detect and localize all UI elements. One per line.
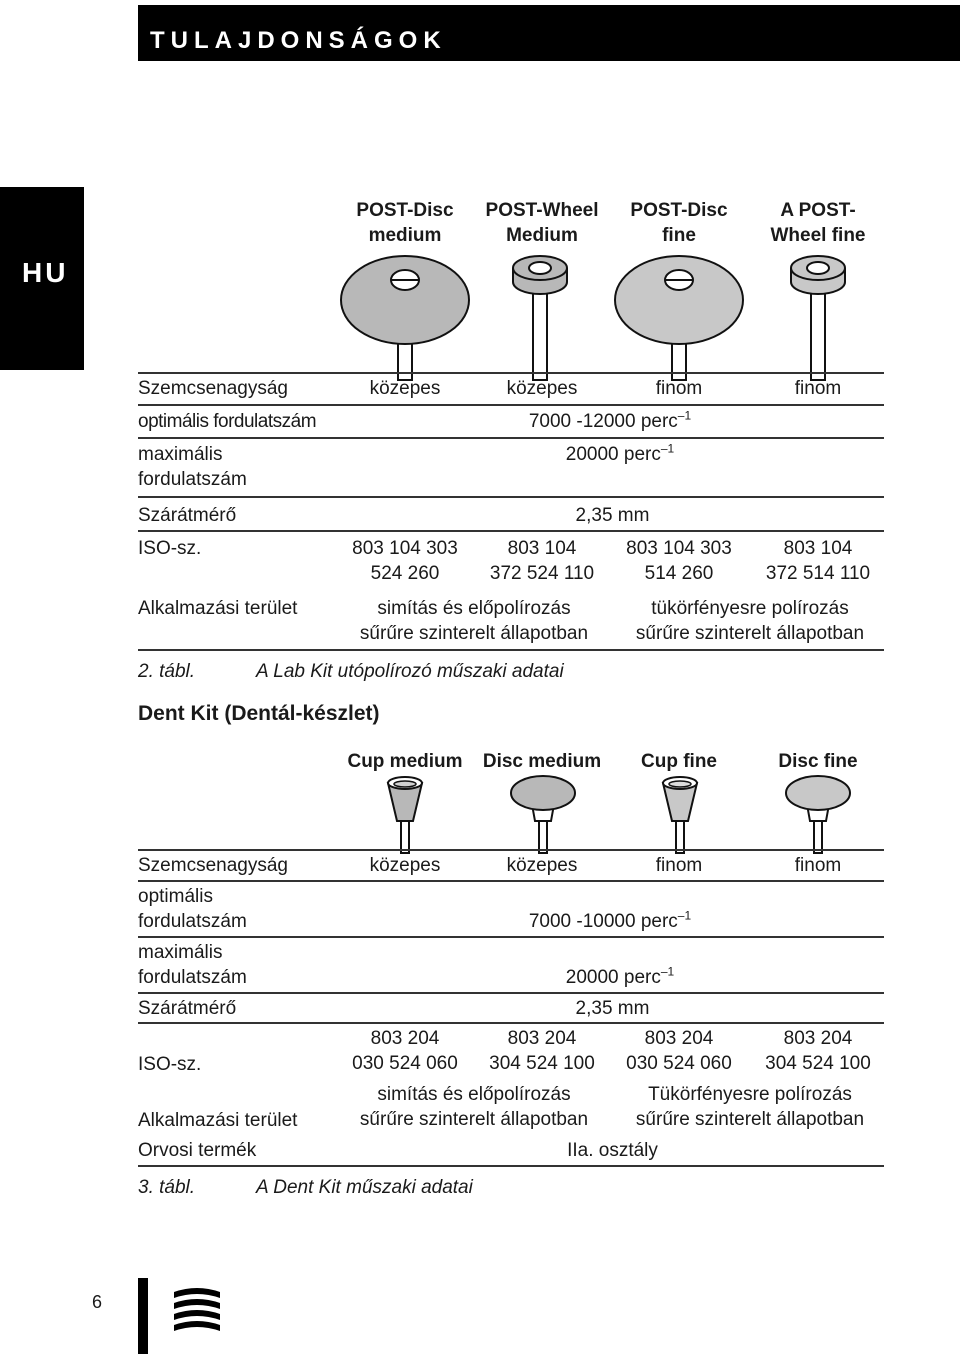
wheel-icon	[505, 250, 575, 380]
grain-value: finom	[794, 855, 842, 876]
dent-col-head-2: Disc medium	[482, 751, 602, 772]
dent-col-head-4: Disc fine	[778, 751, 858, 772]
row-label-shaft: Szárátmérő	[138, 505, 237, 526]
iso-value: 803 104 303 514 260	[626, 538, 732, 584]
grain-value: közepes	[369, 855, 441, 876]
disc-wheel-icon	[604, 250, 754, 380]
row-label-iso: ISO-sz.	[138, 538, 202, 559]
opt-speed-value: 7000 -10000 perc$^{-1}$	[528, 908, 692, 932]
table-rule	[138, 649, 884, 651]
language-tab	[0, 187, 84, 370]
row-label-medical: Orvosi termék	[138, 1140, 257, 1161]
max-speed-value: 20000 perc$^{-1}$	[565, 441, 675, 465]
disc-icon	[782, 775, 854, 853]
iso-value: 803 204 030 524 060	[352, 1028, 458, 1074]
table-rule	[138, 1022, 884, 1024]
table-rule	[138, 530, 884, 532]
lab-col-head-4: A POST- Wheel fine	[770, 200, 866, 246]
application-right: tükörfényesre polírozás sűrűre szinterelt állapotban	[635, 598, 865, 644]
table-rule	[138, 880, 884, 882]
lab-col-head-2: POST-Wheel Medium	[485, 200, 599, 246]
application-right: Tükörfényesre polírozás sűrűre szinterelt állapotban	[635, 1084, 865, 1130]
row-label-grain: Szemcsenagyság	[138, 855, 288, 876]
row-label-opt-speed: optimális fordulatszám	[138, 411, 317, 432]
page-number: 6	[92, 1292, 103, 1312]
row-label-grain: Szemcsenagyság	[138, 378, 288, 399]
table-caption-text: A Dent Kit műszaki adatai	[256, 1177, 473, 1198]
table-rule	[138, 849, 884, 851]
disc-wheel-icon	[330, 250, 480, 380]
footer-bar	[138, 1278, 148, 1354]
opt-speed-value: 7000 -12000 perc$^{-1}$	[528, 408, 692, 432]
row-label-max-speed: maximális fordulatszám	[138, 444, 247, 490]
grain-value: finom	[794, 378, 842, 399]
table-caption-number: 3. tábl.	[138, 1177, 196, 1198]
cup-icon	[385, 775, 425, 853]
grain-value: finom	[655, 855, 703, 876]
table-rule	[138, 936, 884, 938]
table-rule	[138, 404, 884, 406]
grain-value: finom	[655, 378, 703, 399]
dent-col-head-1: Cup medium	[347, 751, 463, 772]
cup-icon	[660, 775, 700, 853]
iso-value: 803 104 303 524 260	[352, 538, 458, 584]
table-rule	[138, 437, 884, 439]
section-header-bar	[138, 5, 960, 61]
row-label-application: Alkalmazási terület	[138, 598, 298, 619]
row-label-shaft: Szárátmérő	[138, 998, 237, 1019]
disc-icon	[507, 775, 579, 853]
shaft-value: 2,35 mm	[575, 505, 650, 526]
table-rule	[138, 1165, 884, 1167]
application-left: simítás és előpolírozás sűrűre szinterelt állapotban	[359, 598, 589, 644]
wheel-icon	[783, 250, 853, 380]
iso-value: 803 204 304 524 100	[765, 1028, 871, 1074]
medical-class-value: IIa. osztály	[567, 1140, 658, 1161]
iso-value: 803 204 030 524 060	[626, 1028, 732, 1074]
grain-value: közepes	[506, 855, 578, 876]
iso-value: 803 104 372 524 110	[489, 538, 595, 584]
brand-logo-icon	[172, 1286, 222, 1332]
table-rule	[138, 992, 884, 994]
row-label-iso: ISO-sz.	[138, 1054, 202, 1075]
table-rule	[138, 372, 884, 374]
row-label-application: Alkalmazási terület	[138, 1110, 298, 1131]
grain-value: közepes	[506, 378, 578, 399]
language-code: HU	[22, 257, 69, 288]
table-caption-number: 2. tábl.	[138, 661, 196, 682]
iso-value: 803 104 372 514 110	[765, 538, 871, 584]
row-label-opt-speed: optimális fordulatszám	[138, 886, 247, 932]
lab-col-head-1: POST-Disc medium	[356, 200, 454, 246]
iso-value: 803 204 304 524 100	[489, 1028, 595, 1074]
dent-col-head-3: Cup fine	[641, 751, 717, 772]
max-speed-value: 20000 perc$^{-1}$	[565, 964, 675, 988]
shaft-value: 2,35 mm	[575, 998, 650, 1019]
section-title: TULAJDONSÁGOK	[150, 27, 447, 54]
grain-value: közepes	[369, 378, 441, 399]
table-caption-text: A Lab Kit utópolírozó műszaki adatai	[256, 661, 564, 682]
application-left: simítás és előpolírozás sűrűre szinterelt állapotban	[359, 1084, 589, 1130]
lab-col-head-3: POST-Disc fine	[630, 200, 728, 246]
dent-kit-title: Dent Kit (Dentál-készlet)	[138, 702, 380, 725]
row-label-max-speed: maximális fordulatszám	[138, 942, 247, 988]
table-rule	[138, 496, 884, 498]
